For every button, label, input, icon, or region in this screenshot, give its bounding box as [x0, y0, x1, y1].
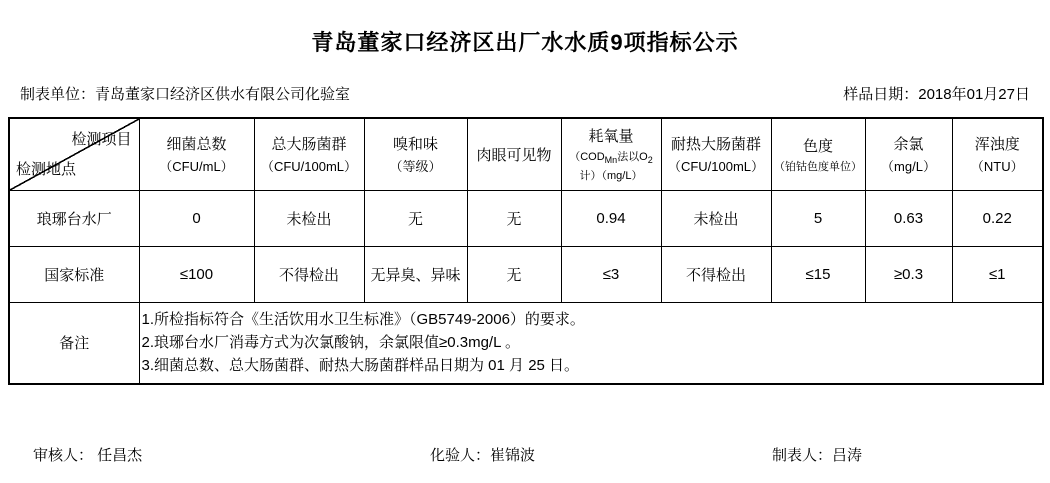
remark-line: 2.琅琊台水厂消毒方式为次氯酸钠，余氯限值≥0.3mg/L 。	[141, 334, 521, 352]
corner-label-item: 检测项目	[71, 131, 132, 148]
table-row-langyatai	[9, 190, 1043, 246]
site-cell: 琅琊台水厂	[9, 190, 139, 246]
value-cell: ≤100	[139, 246, 254, 302]
value-cell: 5	[771, 190, 865, 246]
value-cell: 无	[364, 190, 467, 246]
sample-date-label: 样品日期：2018年01月27日	[843, 86, 1030, 103]
col-header-odor-taste: 嗅和味 （等级）	[364, 118, 467, 190]
remark-line: 1.所检指标符合《生活饮用水卫生标准》（GB5749-2006）的要求。	[141, 310, 585, 328]
site-cell: 国家标准	[9, 246, 139, 302]
remark-line: 3.细菌总数、总大肠菌群、耐热大肠菌群样品日期为 01 月 25 日。	[141, 357, 580, 375]
col-header-bacteria-total: 细菌总数 （CFU/mL）	[139, 118, 254, 190]
table-row-national-standard	[9, 246, 1043, 302]
col-header-heat-coliform: 耐热大肠菌群 （CFU/100mL）	[661, 118, 771, 190]
reviewer-label: 审核人： 任昌杰	[33, 447, 143, 464]
value-cell: ≤15	[771, 246, 865, 302]
sub-header-row	[20, 83, 1030, 104]
value-cell: 无	[467, 190, 561, 246]
col-header-cod: 耗氧量 （$COD_{Mn}$法以$O_2$ 计）（mg/L）	[561, 118, 661, 190]
remark-label: 备注	[9, 302, 139, 384]
value-cell: 0	[139, 190, 254, 246]
remark-row	[9, 302, 1043, 384]
col-header-residual-chlorine: 余氯 （mg/L）	[865, 118, 952, 190]
header-row	[9, 118, 1043, 190]
value-cell: ≤1	[952, 246, 1043, 302]
col-header-turbidity: 浑浊度 （NTU）	[952, 118, 1043, 190]
value-cell: 0.94	[561, 190, 661, 246]
value-cell: 未检出	[254, 190, 364, 246]
col-header-total-coliform: 总大肠菌群 （CFU/100mL）	[254, 118, 364, 190]
tester-label: 化验人：崔锦波	[430, 447, 536, 464]
corner-cell	[9, 118, 139, 190]
page-title: 青岛董家口经济区出厂水水质9项指标公示	[311, 30, 739, 55]
value-cell: 无异臭、异味	[364, 246, 467, 302]
value-cell: 未检出	[661, 190, 771, 246]
col-header-chroma: 色度 （铂钴色度单位）	[771, 118, 865, 190]
value-cell: 0.22	[952, 190, 1043, 246]
remark-content	[139, 302, 1043, 384]
corner-label-site: 检测地点	[16, 160, 77, 178]
value-cell: ≤3	[561, 246, 661, 302]
value-cell: 无	[467, 246, 561, 302]
water-quality-table	[8, 117, 1044, 385]
value-cell: ≥0.3	[865, 246, 952, 302]
value-cell: 不得检出	[661, 246, 771, 302]
value-cell: 0.63	[865, 190, 952, 246]
col-header-visible-matter: 肉眼可见物	[467, 118, 561, 190]
value-cell: 不得检出	[254, 246, 364, 302]
maker-label: 制表单位：青岛董家口经济区供水有限公司化验室	[20, 86, 351, 103]
preparer-label: 制表人：吕涛	[772, 447, 863, 464]
